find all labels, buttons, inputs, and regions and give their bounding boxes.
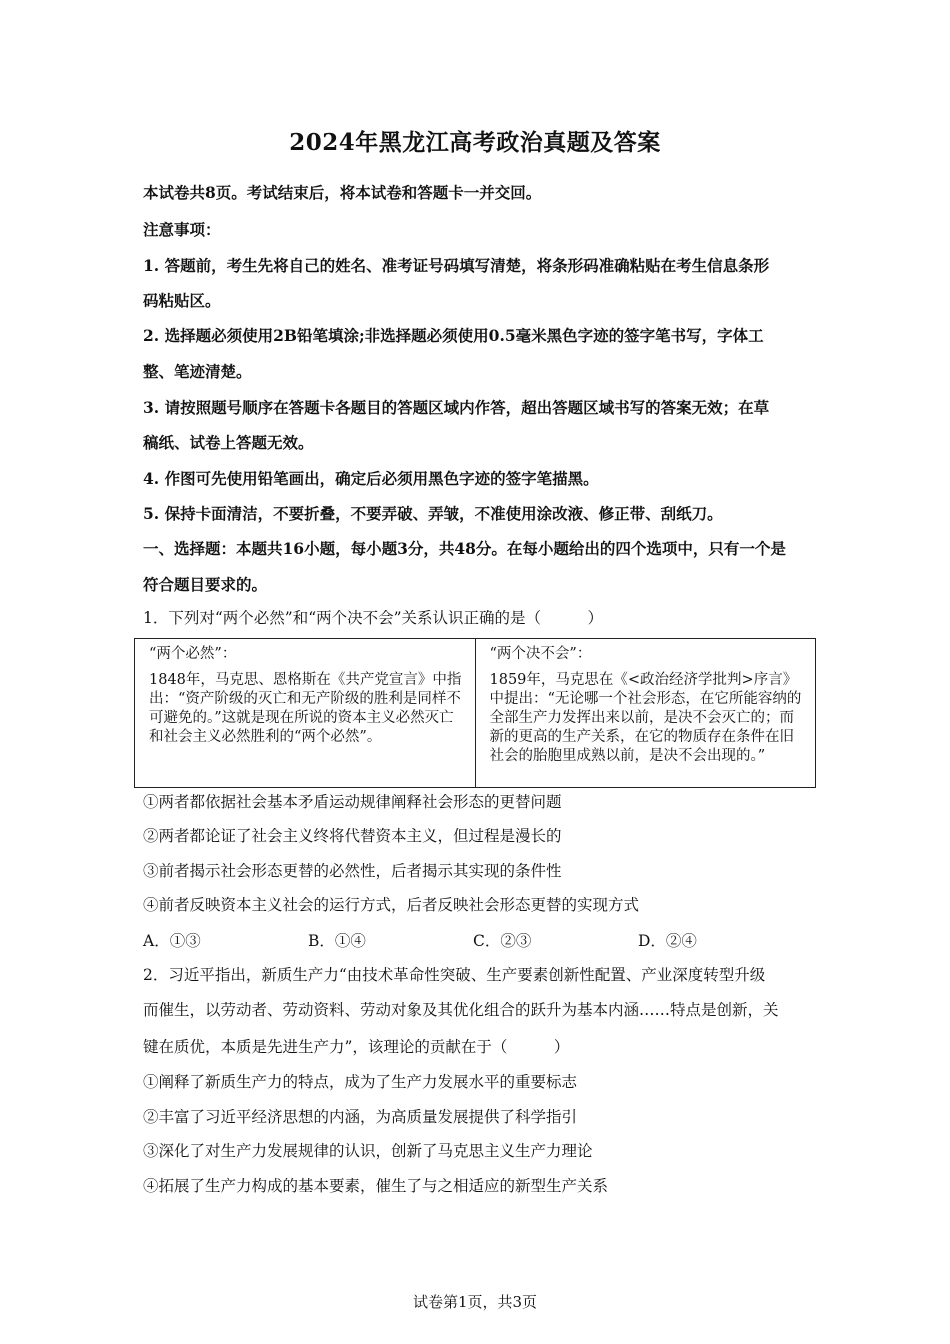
choice-b: B．①④ xyxy=(308,932,366,950)
question-2-line1: 2．习近平指出，新质生产力“由技术革命性突破、生产要素创新性配置、产业深度转型升级 xyxy=(143,966,766,984)
choice-c: C．②③ xyxy=(473,932,532,950)
material-right-heading: “两个决不会”： xyxy=(489,646,592,662)
question-1-option-4: ④前者反映资本主义社会的运行方式，后者反映社会形态更替的实现方式 xyxy=(143,896,640,914)
material-left-text: 1848年，马克思、恩格斯在《共产党宣言》中指出：“资产阶级的灭亡和无产阶级的胜利是同样不可避免的。”这就是现在所说的资本主义必然灭亡和社会主义必然胜利的“两个必然”。 xyxy=(149,672,462,745)
question-2-line3: 键在质优，本质是先进生产力”，该理论的贡献在于（ ） xyxy=(143,1038,570,1056)
notice-2-line1: 2. 选择题必须使用2B铅笔填涂;非选择题必须使用0.5毫米黑色字迹的签字笔书写，字体工 xyxy=(143,326,764,345)
question-1-choices xyxy=(143,929,811,951)
section-heading-line2: 符合题目要求的。 xyxy=(143,575,268,594)
notice-1-line1: 1. 答题前，考生先将自己的姓名、准考证号码填写清楚，将条形码准确粘贴在考生信息条形 xyxy=(143,256,770,275)
choice-a: A．①③ xyxy=(143,932,201,950)
question-1-stem: 1．下列对“两个必然”和“两个决不会”关系认识正确的是（ ） xyxy=(143,609,604,627)
section-heading-line1: 一、选择题：本题共16小题，每小题3分，共48分。在每小题给出的四个选项中，只有一个是 xyxy=(143,539,786,558)
notice-heading: 注意事项： xyxy=(143,220,221,239)
question-2-option-1: ①阐释了新质生产力的特点，成为了生产力发展水平的重要标志 xyxy=(143,1073,578,1091)
notice-2-line2: 整、笔迹清楚。 xyxy=(143,362,252,381)
question-1-option-1: ①两者都依据社会基本矛盾运动规律阐释社会形态的更替问题 xyxy=(143,793,562,811)
question-2-line2: 而催生，以劳动者、劳动资料、劳动对象及其优化组合的跃升为基本内涵……特点是创新，关 xyxy=(143,1001,779,1019)
question-1-option-3: ③前者揭示社会形态更替的必然性，后者揭示其实现的条件性 xyxy=(143,862,562,880)
page-footer: 试卷第1页，共3页 xyxy=(412,1293,538,1311)
notice-3-line1: 3. 请按照题号顺序在答题卡各题目的答题区域内作答，超出答题区域书写的答案无效；在草 xyxy=(143,398,770,417)
page-title: 2024年黑龙江高考政治真题及答案 xyxy=(289,129,661,156)
question-1-material-table xyxy=(134,638,816,788)
material-right-text: 1859年，马克思在《<政治经济学批判>序言》中提出：“无论哪一个社会形态，在它所能容纳的全部生产力发挥出来以前，是决不会灭亡的；而新的更高的生产关系，在它的物质存在条件在旧社会的胎胞里成熟以前，是决不会出现的。” xyxy=(489,672,802,764)
notice-3-line2: 稿纸、试卷上答题无效。 xyxy=(143,433,314,452)
choice-d: D．②④ xyxy=(638,932,697,950)
material-left-heading: “两个必然”： xyxy=(149,646,237,662)
question-2-option-2: ②丰富了习近平经济思想的内涵，为高质量发展提供了科学指引 xyxy=(143,1108,578,1126)
question-2-option-4: ④拓展了生产力构成的基本要素，催生了与之相适应的新型生产关系 xyxy=(143,1177,609,1195)
notice-4: 4. 作图可先使用铅笔画出，确定后必须用黑色字迹的签字笔描黑。 xyxy=(143,469,599,488)
question-2-option-3: ③深化了对生产力发展规律的认识，创新了马克思主义生产力理论 xyxy=(143,1142,593,1160)
question-1-option-2: ②两者都论证了社会主义终将代替资本主义，但过程是漫长的 xyxy=(143,827,562,845)
material-left-cell xyxy=(135,639,476,788)
notice-5: 5. 保持卡面清洁，不要折叠，不要弄破、弄皱，不准使用涂改液、修正带、刮纸刀。 xyxy=(143,504,723,523)
intro-text: 本试卷共8页。考试结束后，将本试卷和答题卡一并交回。 xyxy=(143,183,542,202)
material-right-cell xyxy=(475,639,816,788)
notice-1-line2: 码粘贴区。 xyxy=(143,291,221,310)
